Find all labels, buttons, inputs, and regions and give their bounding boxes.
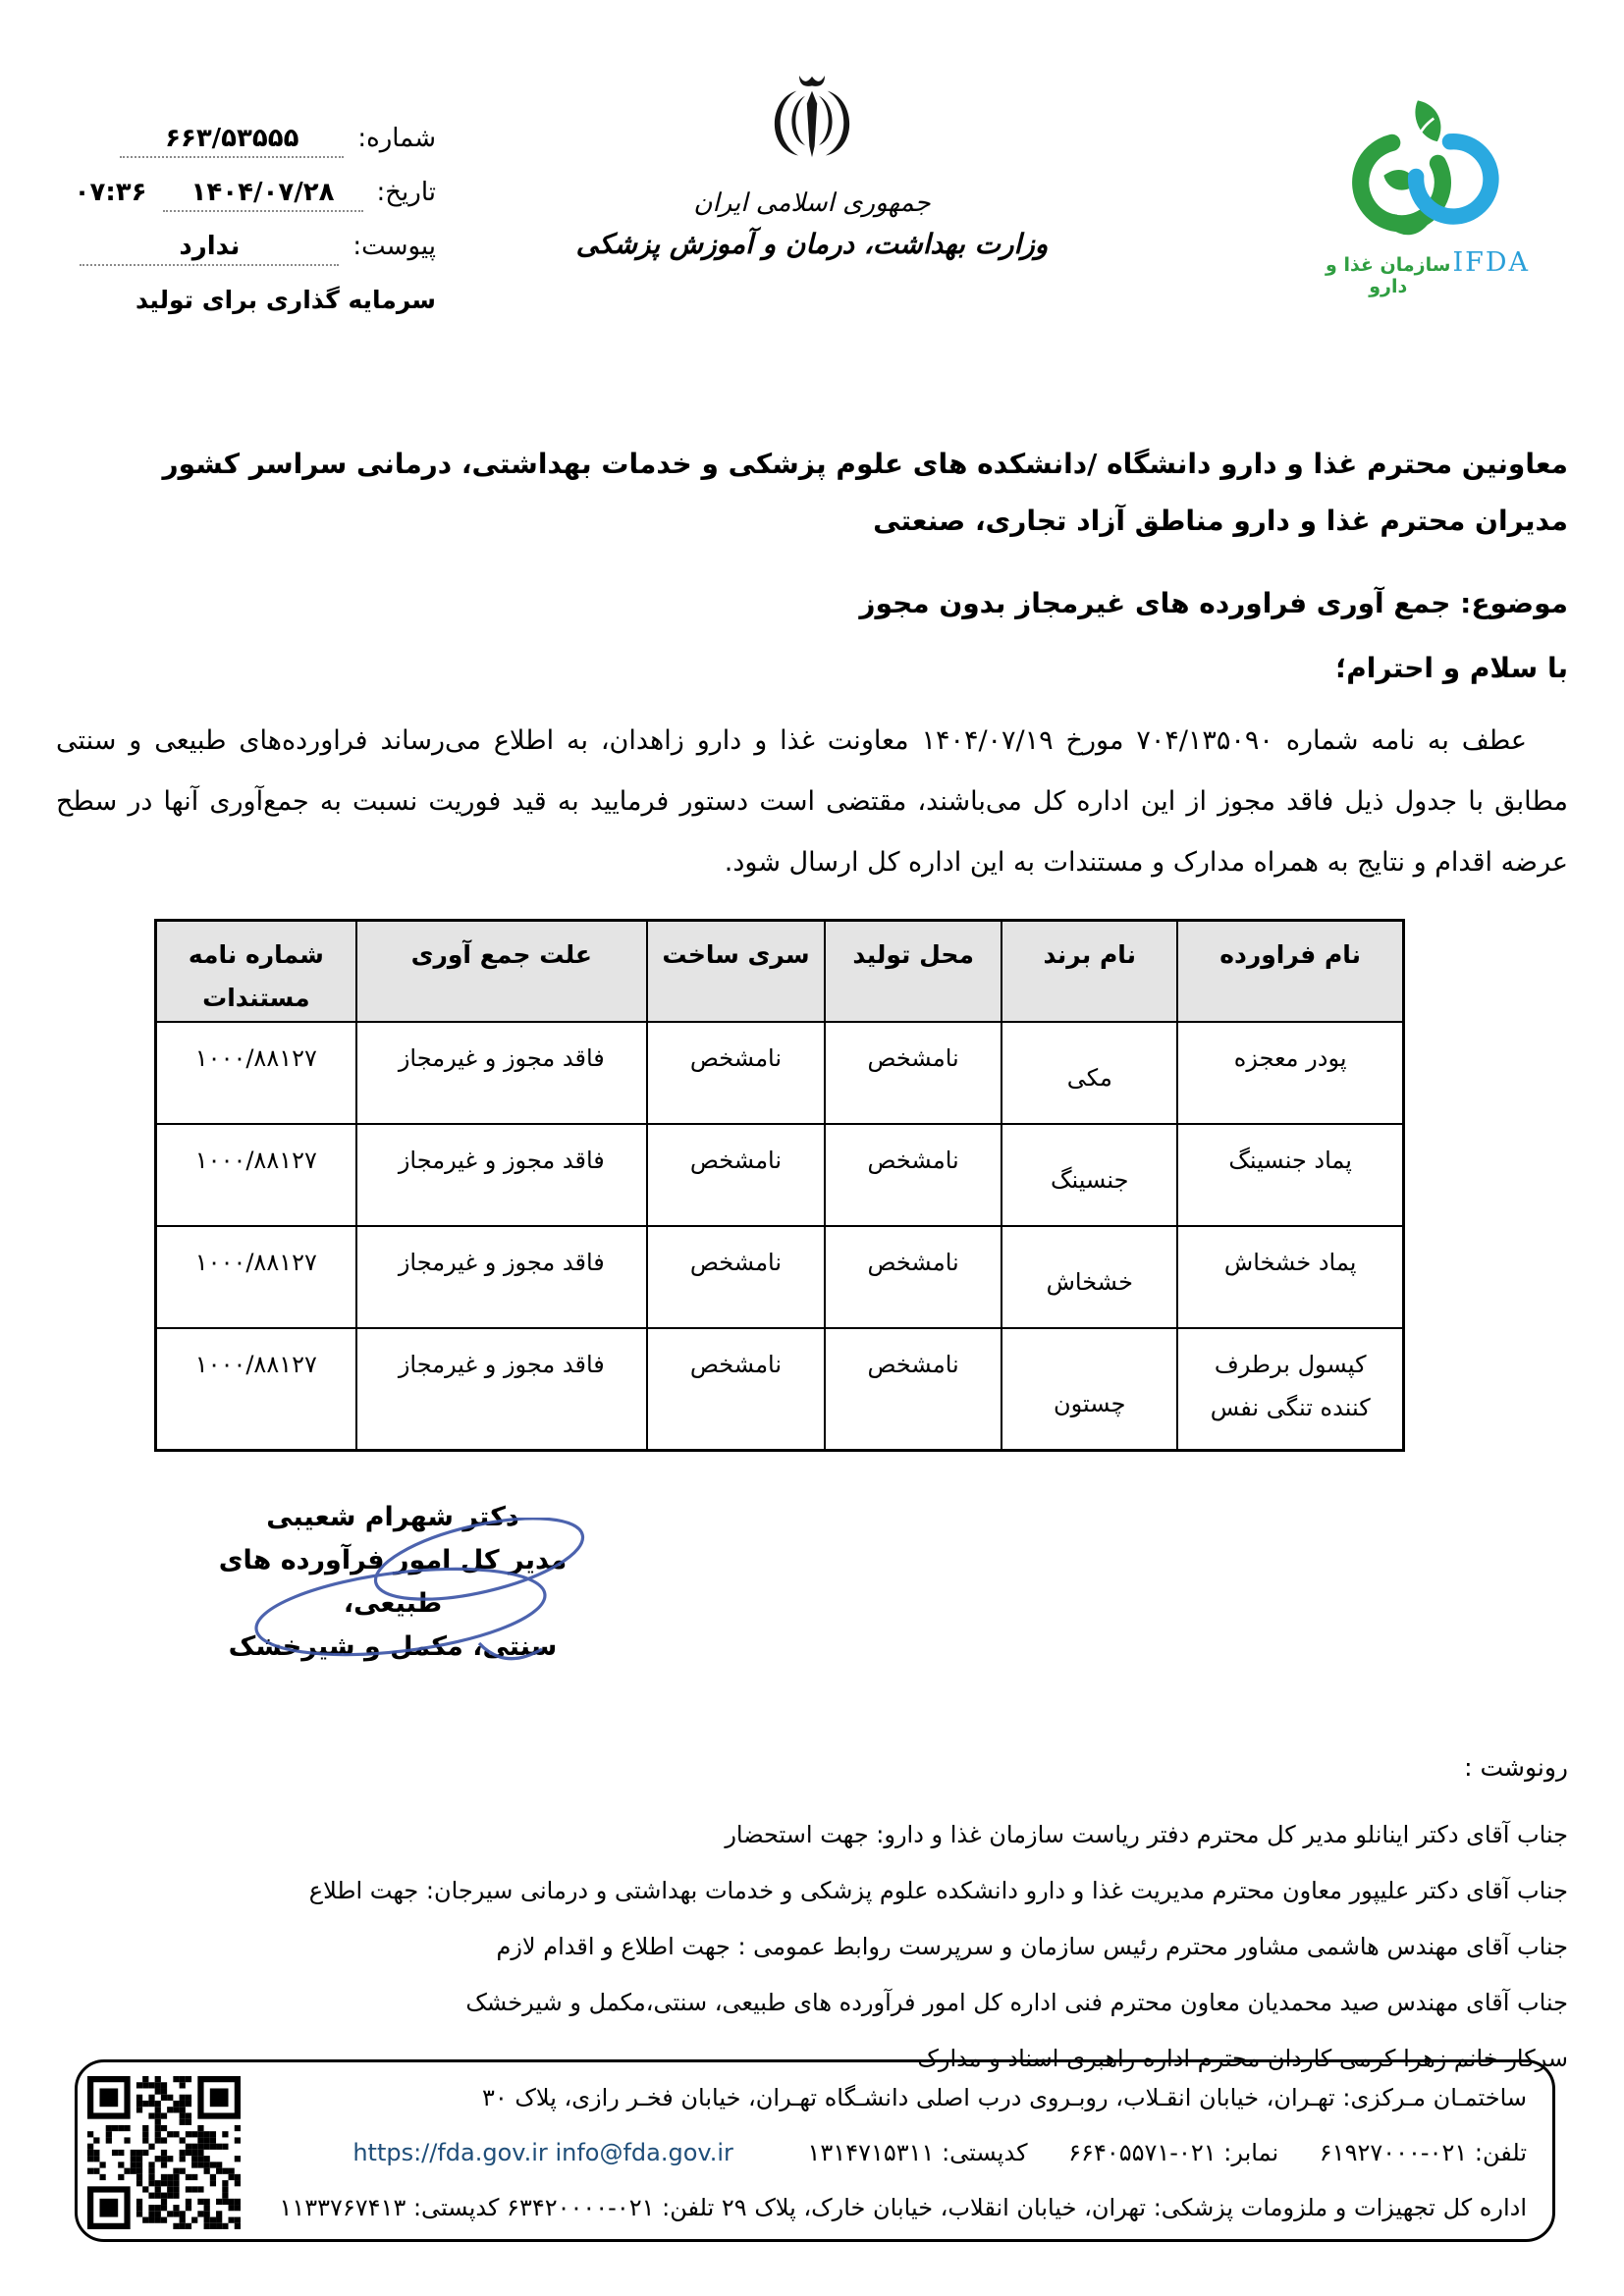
footer-website-link[interactable]: https://fda.gov.ir: [352, 2139, 548, 2166]
cell-production-place: نامشخص: [825, 1328, 1001, 1450]
table-row: [156, 1124, 1404, 1226]
col-header-document-letter-number: شماره نامه مستندات: [156, 921, 356, 1023]
letter-number-row: [43, 124, 436, 158]
ifda-logo-icon: [1328, 88, 1525, 257]
cell-product-name: کپسول برطرف کننده تنگی نفس: [1177, 1328, 1403, 1450]
ifda-acronym-label: IFDA: [1452, 247, 1530, 278]
ifda-caption-row: [1322, 247, 1532, 297]
qr-code: [87, 2076, 241, 2229]
cell-product-name: پماد جنسینگ: [1177, 1124, 1403, 1226]
emblem-title: جمهوری اسلامی ایران: [693, 188, 931, 218]
letter-date-value: ۱۴۰۴/۰۷/۲۸: [163, 178, 363, 212]
cell-batch-number: نامشخص: [647, 1022, 825, 1124]
cell-product-name: پماد خشخاش: [1177, 1226, 1403, 1328]
cell-product-name: پودر معجزه: [1177, 1022, 1403, 1124]
table-row: [156, 1226, 1404, 1328]
footer-address-line: ساختمـان مـرکزی: تهـران، خیابان انقـلاب، روبـروی درب اصلی دانشـگاه تهـران، خیابان فخـر رازی، پلاک ۳۰: [482, 2084, 1527, 2111]
signatory-name: دکتر شهرام شعیبی: [266, 1502, 519, 1532]
cell-document-letter-number: ۱۰۰۰/۸۸۱۲۷: [156, 1124, 356, 1226]
signatory-title-line2: سنتی، مکمل و شیرخشک: [228, 1631, 558, 1662]
letter-attachment-label: پیوست:: [352, 232, 436, 261]
cc-item: جناب آقای مهندس صید محمدیان معاون محترم فنی اداره کل امور فرآورده های طبیعی، سنتی،مکمل و شیرخشک: [465, 1989, 1568, 2016]
cell-brand-name: چستون: [1001, 1328, 1177, 1450]
cell-production-place: نامشخص: [825, 1124, 1001, 1226]
signatory-title-line1: مدیر کل امور فرآورده های طبیعی،: [218, 1545, 568, 1619]
letter-attachment-row: [43, 232, 436, 266]
letter-body: عطف به نامه شماره ۷۰۴/۱۳۵۰۹۰ مورخ ۱۴۰۴/۰۷/۱۹ معاونت غذا و دارو زاهدان، به اطلاع می‌رساند فراورده‌های طبیعی و سنتی مطابق با جدول ذیل فاقد مجوز از این اداره کل می‌باشند، مقتضی است دستور فرمایید به قید فوریت نسبت به جمع‌آوری آنها در سطح عرضه اقدام و نتایج به همراه مدارک و مستندات به این اداره کل ارسال شود.: [56, 725, 1568, 878]
letter-time-value: ۰۷:۳۶: [74, 178, 147, 207]
table-header-row: [156, 921, 1404, 1023]
footer-text-block: [262, 2070, 1527, 2235]
cell-recall-reason: فاقد مجوز و غیرمجاز: [356, 1328, 647, 1450]
cc-item: جناب آقای دکتر اینانلو مدیر کل محترم دفتر ریاست سازمان غذا و دارو: جهت استحضار: [725, 1821, 1568, 1848]
national-emblem-block: [517, 69, 1107, 260]
col-header-production-place: محل تولید: [825, 921, 1001, 1023]
signature-block: [187, 1496, 599, 1669]
cell-batch-number: نامشخص: [647, 1226, 825, 1328]
footer-postal-code: کدپستی: ۱۳۱۴۷۱۵۳۱۱: [807, 2139, 1028, 2166]
ifda-caption-label: سازمان غذا و دارو: [1326, 254, 1451, 297]
letterhead-slogan: سرمایه گذاری برای تولید: [135, 286, 436, 314]
col-header-brand-name: نام برند: [1001, 921, 1177, 1023]
table-row: [156, 1022, 1404, 1124]
cell-batch-number: نامشخص: [647, 1328, 825, 1450]
emblem-subtitle: وزارت بهداشت، درمان و آموزش پزشکی: [575, 228, 1049, 260]
footer-equipment-line: اداره کل تجهیزات و ملزومات پزشکی: تهران، خیابان انقلاب، خیابان خارک، پلاک ۲۹ تلفن: ۰۲۱-۶۳۴۲۰۰۰۰ کدپستی: ۱۱۳۳۷۶۷۴۱۳: [279, 2194, 1527, 2221]
col-header-batch-number: سری ساخت: [647, 921, 825, 1023]
unauthorized-products-table: [154, 919, 1405, 1452]
footer-phone: تلفن: ۰۲۱-۶۱۹۲۷۰۰۰: [1319, 2139, 1527, 2166]
letter-meta-fields: [43, 124, 436, 314]
recipients-block: [56, 436, 1568, 550]
cell-document-letter-number: ۱۰۰۰/۸۸۱۲۷: [156, 1226, 356, 1328]
recipient-line: معاونین محترم غذا و دارو دانشگاه /دانشکده های علوم پزشکی و خدمات بهداشتی، درمانی سراسر کشور: [162, 448, 1568, 480]
cell-recall-reason: فاقد مجوز و غیرمجاز: [356, 1124, 647, 1226]
letterhead-footer: [75, 2059, 1555, 2242]
footer-email-link[interactable]: info@fda.gov.ir: [555, 2139, 733, 2166]
col-header-product-name: نام فراورده: [1177, 921, 1403, 1023]
letter-number-value: ۶۶۳/۵۳۵۵۵: [120, 124, 344, 158]
cell-production-place: نامشخص: [825, 1226, 1001, 1328]
cell-document-letter-number: ۱۰۰۰/۸۸۱۲۷: [156, 1328, 356, 1450]
cc-item: جناب آقای دکتر علیپور معاون محترم مدیریت غذا و دارو دانشکده علوم پزشکی و خدمات بهداشتی و درمانی سیرجان: جهت اطلاع: [308, 1877, 1568, 1904]
letter-date-row: [43, 178, 436, 212]
cell-production-place: نامشخص: [825, 1022, 1001, 1124]
subject-line: موضوع: جمع آوری فراورده های غیرمجاز بدون مجوز: [859, 587, 1568, 619]
cell-batch-number: نامشخص: [647, 1124, 825, 1226]
recipient-line: مدیران محترم غذا و دارو مناطق آزاد تجاری، صنعتی: [873, 505, 1568, 537]
letter-number-label: شماره:: [357, 124, 436, 153]
cc-item: جناب آقای مهندس هاشمی مشاور محترم رئیس سازمان و سرپرست روابط عمومی : جهت اطلاع و اقدام لازم: [496, 1933, 1568, 1960]
footer-contact-line: [262, 2125, 1527, 2180]
cell-brand-name: خشخاش: [1001, 1226, 1177, 1328]
cell-recall-reason: فاقد مجوز و غیرمجاز: [356, 1022, 647, 1124]
cc-label: رونوشت :: [1464, 1753, 1568, 1782]
letter-attachment-value: ندارد: [80, 232, 339, 266]
cc-item: سرکار خانم زهرا کرمی کاردان محترم اداره راهبری اسناد و مدارک: [917, 2045, 1568, 2072]
col-header-recall-reason: علت جمع آوری: [356, 921, 647, 1023]
table-row: [156, 1328, 1404, 1450]
cc-block: [56, 1753, 1568, 2087]
salutation-line: با سلام و احترام؛: [1335, 652, 1568, 684]
footer-fax: نمابر: ۰۲۱-۶۶۴۰۵۵۷۱: [1068, 2139, 1279, 2166]
cell-document-letter-number: ۱۰۰۰/۸۸۱۲۷: [156, 1022, 356, 1124]
letter-date-label: تاریخ:: [376, 178, 436, 207]
cell-brand-name: مکی: [1001, 1022, 1177, 1124]
iran-emblem-icon: [761, 69, 863, 185]
cell-brand-name: جنسینگ: [1001, 1124, 1177, 1226]
cell-recall-reason: فاقد مجوز و غیرمجاز: [356, 1226, 647, 1328]
ifda-logo-block: [1322, 88, 1532, 297]
